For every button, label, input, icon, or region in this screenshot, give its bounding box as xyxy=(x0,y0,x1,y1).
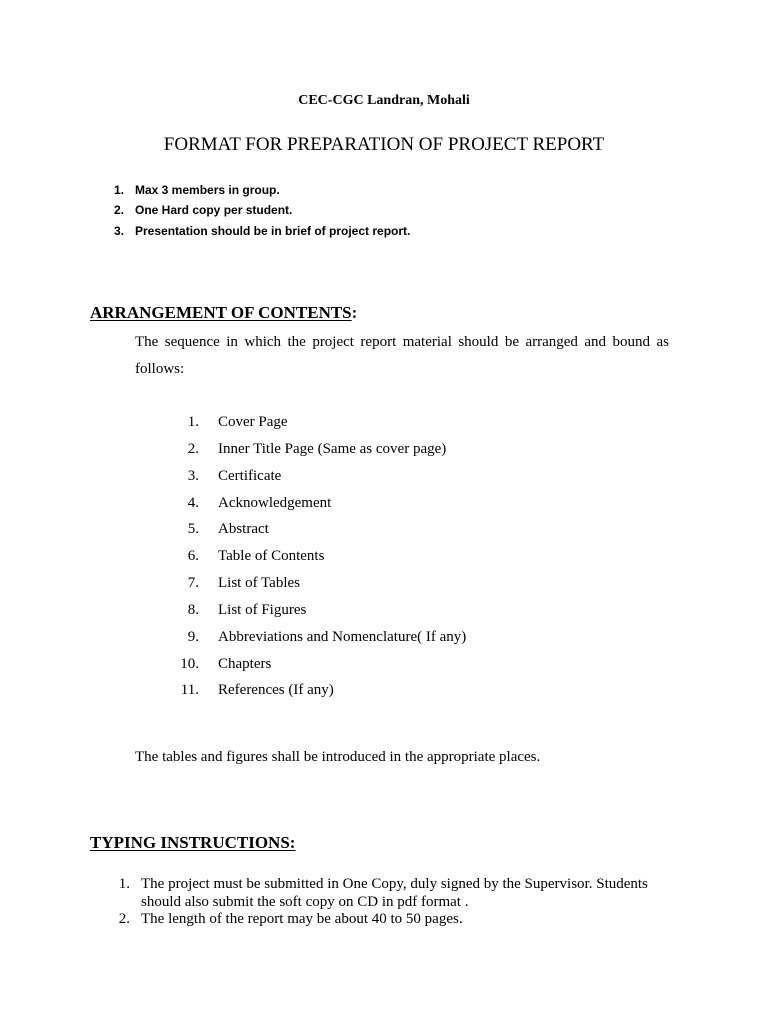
rule-number: 2. xyxy=(113,203,124,218)
contents-text: Inner Title Page (Same as cover page) xyxy=(218,440,447,457)
typing-item xyxy=(0,911,768,929)
rule-number: 3. xyxy=(113,223,124,238)
contents-item xyxy=(0,490,768,517)
rule-item xyxy=(0,180,768,200)
document-title: FORMAT FOR PREPARATION OF PROJECT REPORT xyxy=(163,134,605,155)
typing-item xyxy=(0,876,768,911)
contents-item xyxy=(0,624,768,651)
rule-text: One Hard copy per student. xyxy=(135,203,293,218)
contents-number: 9. xyxy=(187,628,199,645)
contents-text: List of Figures xyxy=(218,601,307,618)
arrangement-heading-colon: : xyxy=(351,303,358,322)
arrangement-intro: The sequence in which the project report material should be arranged and bound as follows: xyxy=(135,334,669,377)
typing-instructions-list xyxy=(0,876,768,929)
arrangement-heading-text: ARRANGEMENT OF CONTENTS xyxy=(90,303,352,322)
contents-item xyxy=(0,651,768,678)
rule-item xyxy=(0,200,768,220)
rule-number: 1. xyxy=(113,183,124,197)
contents-list xyxy=(0,409,768,704)
contents-number: 8. xyxy=(187,601,199,618)
contents-text: References (If any) xyxy=(218,682,334,699)
contents-item xyxy=(0,463,768,490)
contents-text: List of Tables xyxy=(218,575,300,592)
typing-number: 1. xyxy=(118,876,130,892)
contents-text: Certificate xyxy=(218,467,282,484)
contents-number: 11. xyxy=(180,682,199,699)
contents-item xyxy=(0,516,768,543)
contents-text: Table of Contents xyxy=(218,548,325,565)
contents-item xyxy=(0,543,768,570)
contents-number: 4. xyxy=(187,494,199,511)
contents-item xyxy=(0,436,768,463)
contents-number: 2. xyxy=(187,440,199,457)
typing-text: The length of the report may be about 40 to 50 pages. xyxy=(141,911,463,927)
rules-list xyxy=(0,180,768,241)
typing-heading xyxy=(90,832,295,854)
typing-text: The project must be submitted in One Copy, duly signed by the Supervisor. Students should also submit the soft copy on CD in pdf format . xyxy=(141,876,648,910)
tables-figures-note: The tables and figures shall be introduced in the appropriate places. xyxy=(135,749,541,765)
contents-text: Cover Page xyxy=(218,414,288,430)
institution-name: CEC-CGC Landran, Mohali xyxy=(298,93,470,108)
contents-item xyxy=(0,597,768,624)
contents-number: 5. xyxy=(187,521,199,538)
rule-text: Presentation should be in brief of project report. xyxy=(135,223,411,238)
rule-item xyxy=(0,221,768,241)
contents-text: Acknowledgement xyxy=(218,494,332,511)
contents-number: 10. xyxy=(180,655,199,672)
contents-text: Abbreviations and Nomenclature( If any) xyxy=(218,628,467,645)
contents-number: 3. xyxy=(187,467,199,484)
contents-item xyxy=(0,409,768,436)
contents-text: Abstract xyxy=(218,521,269,538)
contents-item xyxy=(0,677,768,704)
contents-number: 1. xyxy=(187,414,199,430)
contents-text: Chapters xyxy=(218,655,272,672)
contents-number: 7. xyxy=(187,575,199,592)
typing-number: 2. xyxy=(118,911,130,927)
contents-number: 6. xyxy=(187,548,199,565)
arrangement-heading xyxy=(90,302,357,324)
rule-text: Max 3 members in group. xyxy=(135,183,280,197)
contents-item xyxy=(0,570,768,597)
typing-heading-text: TYPING INSTRUCTIONS: xyxy=(90,833,296,852)
